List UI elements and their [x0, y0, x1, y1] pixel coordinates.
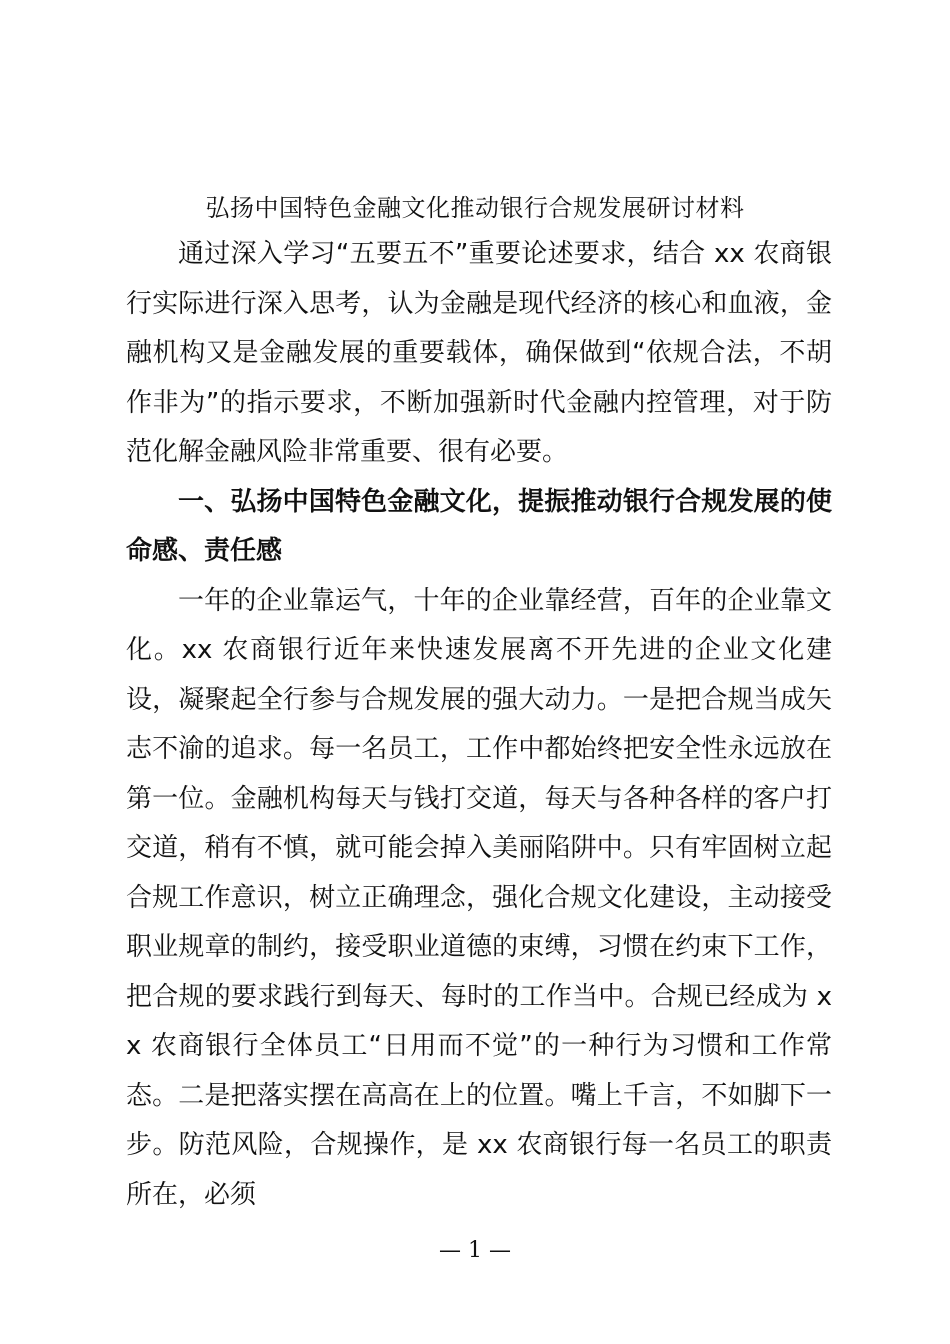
paragraph-intro: 通过深入学习“五要五不”重要论述要求，结合 xx 农商银行实际进行深入思考，认为金融是现代经济的核心和血液，金融机构又是金融发展的重要载体，确保做到“依规合法，不胡作非为”的指示要求，不断加强新时代金融内控管理，对于防范化解金融风险非常重要、很有必要。	[126, 239, 832, 467]
paragraph-section-1: 一年的企业靠运气，十年的企业靠经营，百年的企业靠文化。xx 农商银行近年来快速发展离不开先进的企业文化建设，凝聚起全行参与合规发展的强大动力。一是把合规当成矢志不渝的追求。每一名员工，工作中都始终把安全性永远放在第一位。金融机构每天与钱打交道，每天与各种各样的客户打交道，稍有不慎，就可能会掉入美丽陷阱中。只有牢固树立起合规工作意识，树立正确理念，强化合规文化建设，主动接受职业规章的制约，接受职业道德的束缚，习惯在约束下工作，把合规的要求践行到每天、每时的工作当中。合规已经成为 xx 农商银行全体员工“日用而不觉”的一种行为习惯和工作常态。二是把落实摆在高高在上的位置。嘴上千言，不如脚下一步。防范风险，合规操作，是 xx 农商银行每一名员工的职责所在，必须	[126, 585, 832, 1210]
document-body	[126, 230, 832, 1220]
page-number: — 1 —	[439, 1238, 511, 1263]
document-title: 弘扬中国特色金融文化推动银行合规发展研讨材料	[205, 194, 745, 222]
section-heading-1: 一、弘扬中国特色金融文化，提振推动银行合规发展的使命感、责任感	[126, 486, 832, 566]
